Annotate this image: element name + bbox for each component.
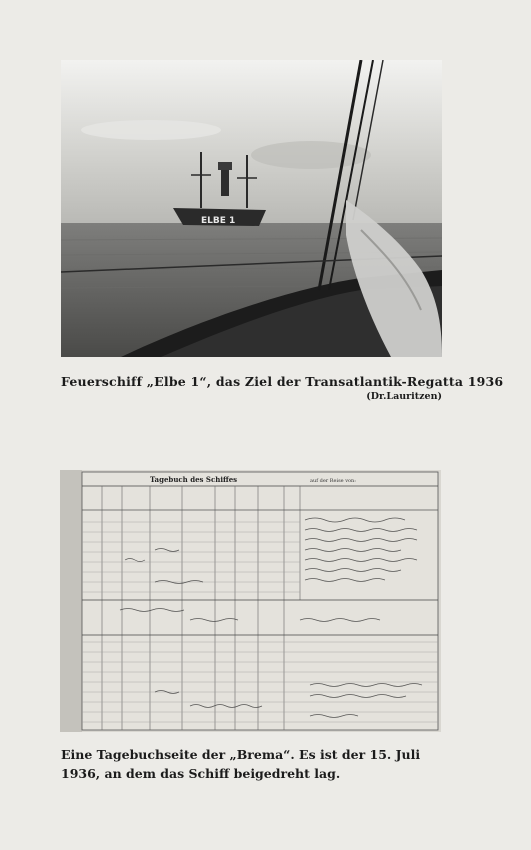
lightship-photo [61, 60, 442, 357]
hull-lettering: ELBE 1 [201, 216, 236, 226]
logbook-title: Tagebuch des Schiffes [150, 475, 238, 484]
logbook-from-label: auf der Reise von: [310, 478, 356, 484]
lightship-photo-image [61, 60, 442, 357]
photo1-caption: Feuerschiff „Elbe 1“, das Ziel der Transatlantik-Regatta 1936 [61, 374, 504, 389]
logbook-photo [60, 470, 441, 732]
photo1-credit: (Dr.Lauritzen) [366, 391, 442, 402]
photo2-caption: Eine Tagebuchseite der „Brema“. Es ist der 15. Juli 1936, an dem das Schiff beigedreht lag. [61, 747, 421, 781]
logbook-photo-image [60, 470, 441, 732]
